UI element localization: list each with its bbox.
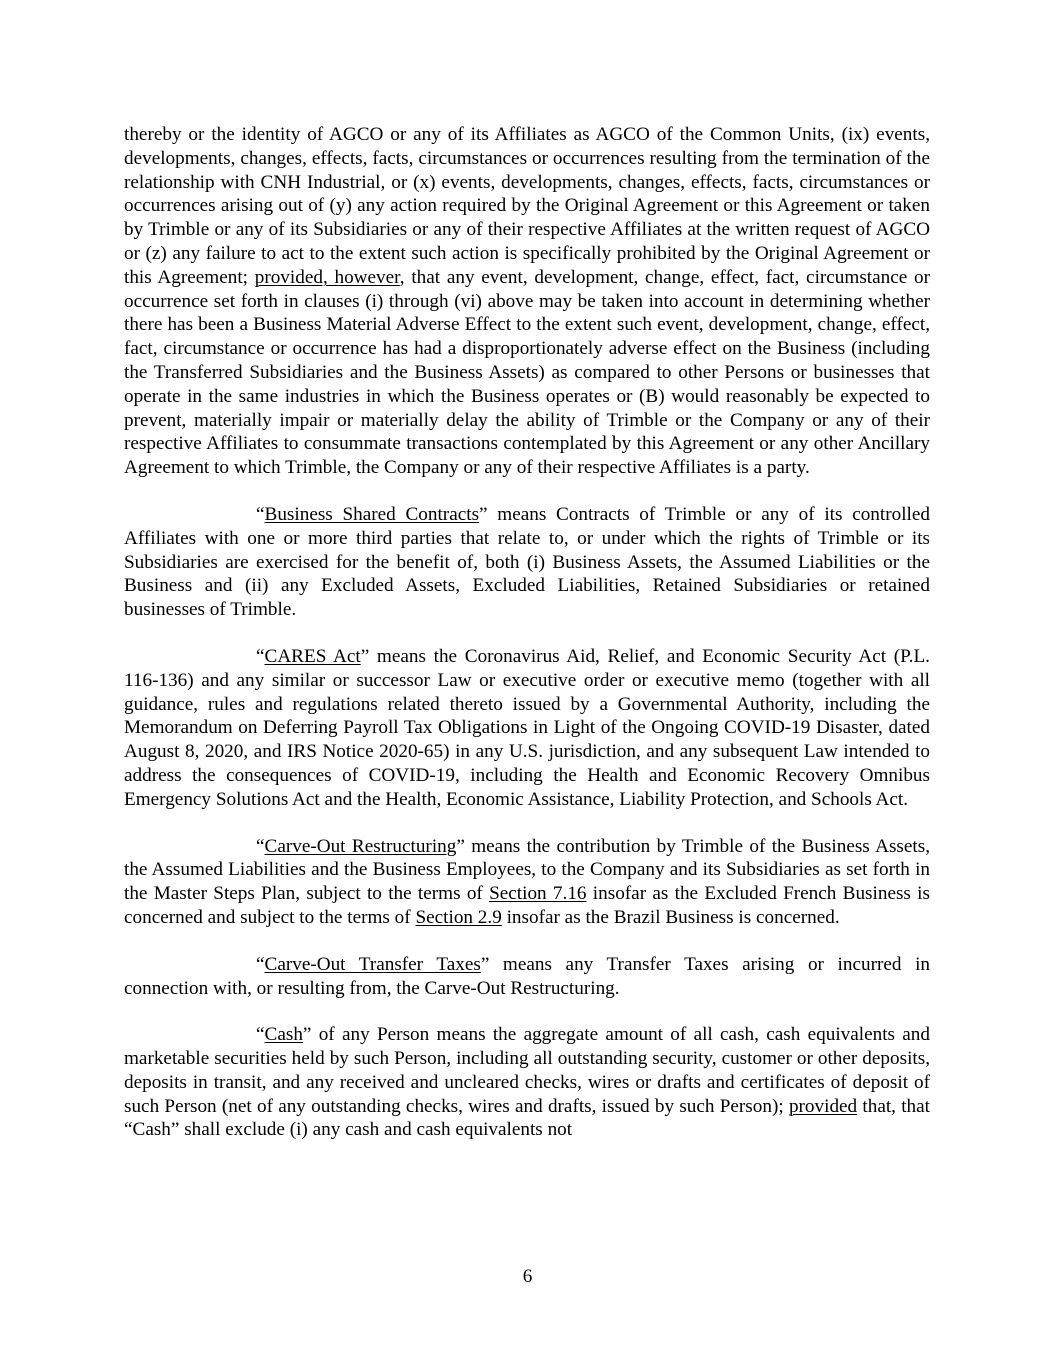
page-body (124, 123, 930, 1142)
text-run: ” means any Transfer Taxes arising or incurred in connection with, or resulting from, the Carve-Out Restructuring. (124, 953, 930, 999)
text-run: ” means Contracts of Trimble or any of its controlled Affiliates with one or more third parties that relate to, or under which the rights of Trimble or its Subsidiaries are exercised for the benefit of, both (i) Business Assets, the Assumed Liabilities or the Business and (ii) any Excluded Assets, Excluded Liabilities, Retained Subsidiaries or retained businesses of Trimble. (124, 503, 930, 621)
text-run: “ (256, 645, 265, 667)
text-run: “ (256, 1024, 265, 1046)
text-run: ” of any Person means the aggregate amount of all cash, cash equivalents and marketable securities held by such Person, including all outstanding security, customer or other deposits, deposits in transit, and any received and uncleared checks, wires or drafts and certificates of deposit of such Person (net of any outstanding checks, wires and drafts, issued by such Person); (124, 1024, 930, 1117)
defined-term-cash: Cash (264, 1024, 303, 1046)
text-run: that, that “Cash” shall exclude (i) any cash and cash equivalents not (124, 1095, 930, 1141)
text-run: “ (256, 953, 265, 975)
defined-term-provided-however: provided, however (254, 266, 400, 288)
paragraph-carve-out-restructuring (124, 835, 930, 930)
paragraph-mae-continuation (124, 123, 930, 480)
defined-term-carve-out-transfer-taxes: Carve-Out Transfer Taxes (264, 953, 481, 975)
defined-term-provided: provided (788, 1095, 858, 1117)
section-reference-7-16: Section 7.16 (489, 883, 587, 905)
paragraph-carve-out-transfer-taxes (124, 953, 930, 1001)
defined-term-business-shared-contracts: Business Shared Contracts (264, 503, 480, 525)
text-run: thereby or the identity of AGCO or any of its Affiliates as AGCO of the Common Units, (ix) events, developments, changes, effects, facts, circumstances or occurrences resulting from the termination of the relationship with CNH Industrial, or (x) events, developments, changes, effects, facts, circumstances or occurrences arising out of (y) any action required by the Original Agreement or this Agreement or taken by Trimble or any of its Subsidiaries or any of their respective Affiliates at the written request of AGCO or (z) any failure to act to the extent such action is specifically prohibited by the Original Agreement or this Agreement; (124, 124, 930, 288)
paragraph-business-shared-contracts (124, 503, 930, 622)
text-run: insofar as the Excluded French Business is concerned and subject to the terms of (124, 883, 930, 928)
paragraph-cares-act (124, 645, 930, 812)
text-run: ” means the contribution by Trimble of the Business Assets, the Assumed Liabilities and the Business Employees, to the Company and its Subsidiaries as set forth in the Master Steps Plan, subject to the terms of (124, 835, 930, 905)
defined-term-cares-act: CARES Act (264, 645, 361, 667)
defined-term-carve-out-restructuring: Carve-Out Restructuring (264, 835, 457, 857)
text-run: “ (256, 835, 265, 857)
page-number: 6 (522, 1266, 533, 1287)
text-run: ” means the Coronavirus Aid, Relief, and Economic Security Act (P.L. 116-136) and any similar or successor Law or executive order or executive memo (together with all guidance, rules and regulations related thereto issued by a Governmental Authority, including the Memorandum on Deferring Payroll Tax Obligations in Light of the Ongoing COVID-19 Disaster, dated August 8, 2020, and IRS Notice 2020-65) in any U.S. jurisdiction, and any subsequent Law intended to address the consequences of COVID-19, including the Health and Economic Recovery Omnibus Emergency Solutions Act and the Health, Economic Assistance, Liability Protection, and Schools Act. (124, 645, 930, 810)
text-run: “ (256, 503, 265, 525)
text-run: insofar as the Brazil Business is concerned. (501, 906, 840, 928)
paragraph-cash (124, 1023, 930, 1142)
section-reference-2-9: Section 2.9 (415, 906, 502, 928)
text-run: , that any event, development, change, effect, fact, circumstance or occurrence set forth in clauses (i) through (vi) above may be taken into account in determining whether there has been a Business Material Adverse Effect to the extent such event, development, change, effect, fact, circumstance or occurrence has had a disproportionately adverse effect on the Business (including the Transferred Subsidiaries and the Business Assets) as compared to other Persons or businesses that operate in the same industries in which the Business operates or (B) would reasonably be expected to prevent, materially impair or materially delay the ability of Trimble or the Company or any of their respective Affiliates to consummate transactions contemplated by this Agreement or any other Ancillary Agreement to which Trimble, the Company or any of their respective Affiliates is a party. (124, 266, 930, 479)
